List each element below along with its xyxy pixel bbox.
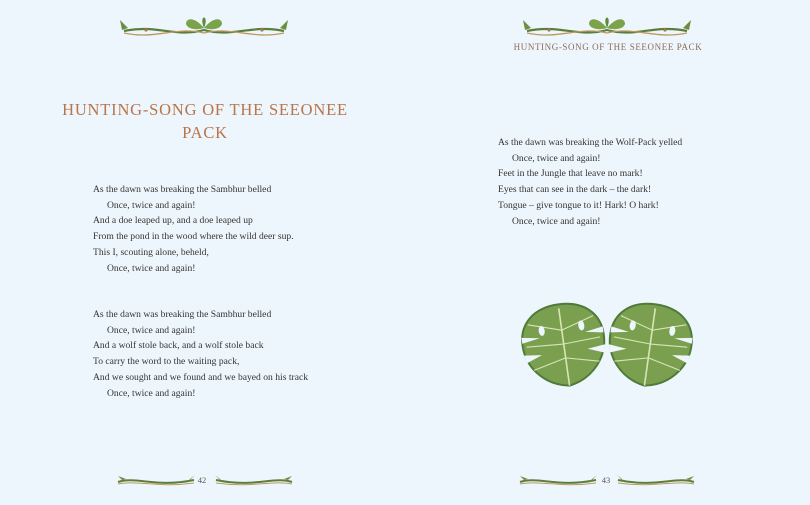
verse-line: From the pond in the wood where the wild deer sup. [93,231,294,243]
verse-line: And a doe leaped up, and a doe leaped up [93,215,253,227]
verse-line: And we sought and we found and we bayed on his track [93,371,309,383]
verse-refrain: Once, twice and again! [107,262,196,274]
verse-refrain: Once, twice and again! [107,199,196,211]
verse-line: As the dawn was breaking the Wolf-Pack yelled [498,137,683,148]
verse-line: To carry the word to the waiting pack, [93,356,240,368]
verse-line: Eyes that can see in the dark – the dark! [498,184,652,196]
verse-line: As the dawn was breaking the Sambhur belled [93,184,272,195]
verse-refrain: Once, twice and again! [512,152,601,164]
verse-line: And a wolf stole back, and a wolf stole back [93,340,264,352]
verse-line: As the dawn was breaking the Sambhur belled [93,309,272,320]
verse-line: Feet in the Jungle that leave no mark! [498,168,643,180]
vine-ornament-icon [116,14,292,38]
vine-scroll-icon [214,474,294,488]
vine-scroll-icon [116,474,196,488]
verse-line: Tongue – give tongue to it! Hark! O hark! [498,199,659,211]
vine-scroll-icon [518,474,598,488]
stanza-3 [498,135,682,229]
stanza-2 [93,307,308,401]
verse-refrain: Once, twice and again! [107,387,196,399]
verse-refrain: Once, twice and again! [512,215,601,227]
right-page [405,0,810,505]
chapter-title: HUNTING-SONG OF THE SEEONEE PACK [62,100,348,142]
vine-ornament-icon [519,14,695,38]
verse-refrain: Once, twice and again! [107,324,196,336]
stanza-1 [93,182,294,276]
monstera-leaves-icon [517,300,697,392]
page-number: 43 [601,475,611,485]
page-number: 42 [197,475,207,485]
verse-line: This I, scouting alone, beheld, [93,246,209,258]
vine-scroll-icon [616,474,696,488]
running-head: HUNTING-SONG OF THE SEEONEE PACK [513,42,703,52]
